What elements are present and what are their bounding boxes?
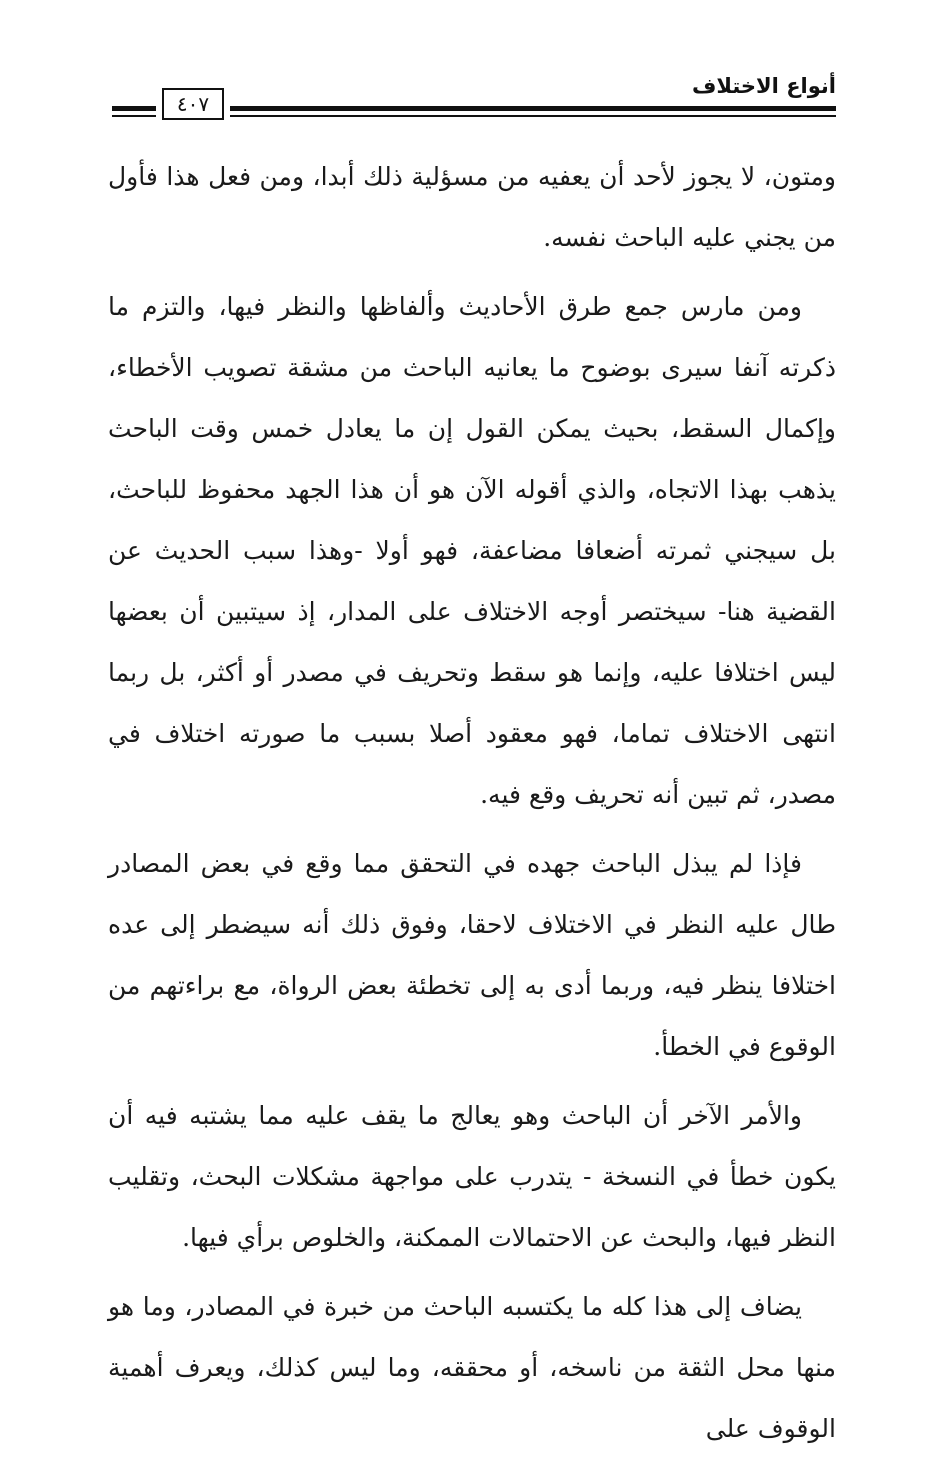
header-rule-short-thin — [112, 115, 156, 117]
running-title: أنواع الاختلاف — [692, 74, 836, 98]
page-number: ٤٠٧ — [162, 88, 224, 120]
body-text — [108, 146, 836, 1467]
header-rule-thin — [230, 115, 836, 117]
paragraph: فإذا لم يبذل الباحث جهده في التحقق مما وقع في بعض المصادر طال عليه النظر في الاختلاف لاحقا، وفوق ذلك أنه سيضطر إلى عده اختلافا ينظر فيه، وربما أدى به إلى تخطئة بعض الرواة، مع براءتهم من الوقوع في الخطأ. — [108, 849, 836, 1061]
header-rule-short-thick — [112, 106, 156, 111]
header-rule-thick — [230, 106, 836, 111]
paragraph: ومن مارس جمع طرق الأحاديث وألفاظها والنظر فيها، والتزم ما ذكرته آنفا سيرى بوضوح ما يعانيه الباحث من مشقة تصويب الأخطاء، وإكمال السقط، بحيث يمكن القول إن ما يعادل خمس وقت الباحث يذهب بهذا الاتجاه، والذي أقوله الآن هو أن هذا الجهد محفوظ للباحث، بل سيجني ثمرته أضعافا مضاعفة، فهو أولا -وهذا سبب الحديث عن القضية هنا- سيختصر أوجه الاختلاف على المدار، إذ سيتبين أن بعضها ليس اختلافا عليه، وإنما هو سقط وتحريف في مصدر أو أكثر، بل ربما انتهى الاختلاف تماما، فهو معقود أصلا بسبب ما صورته اختلاف في مصدر، ثم تبين أنه تحريف وقع فيه. — [108, 292, 836, 809]
header-rule — [230, 106, 836, 120]
paragraph: والأمر الآخر أن الباحث وهو يعالج ما يقف عليه مما يشتبه فيه أن يكون خطأ في النسخة - يتدرب على مواجهة مشكلات البحث، وتقليب النظر فيها، والبحث عن الاحتمالات الممكنة، والخلوص برأي فيها. — [108, 1101, 836, 1252]
header-rule-short — [112, 106, 156, 120]
paragraph: يضاف إلى هذا كله ما يكتسبه الباحث من خبرة في المصادر، وما هو منها محل الثقة من ناسخه، أو محققه، وما ليس كذلك، ويعرف أهمية الوقوف على — [108, 1292, 836, 1443]
paragraph-continuation: ومتون، لا يجوز لأحد أن يعفيه من مسؤلية ذلك أبدا، ومن فعل هذا فأول من يجني عليه الباحث نفسه. — [108, 162, 836, 252]
